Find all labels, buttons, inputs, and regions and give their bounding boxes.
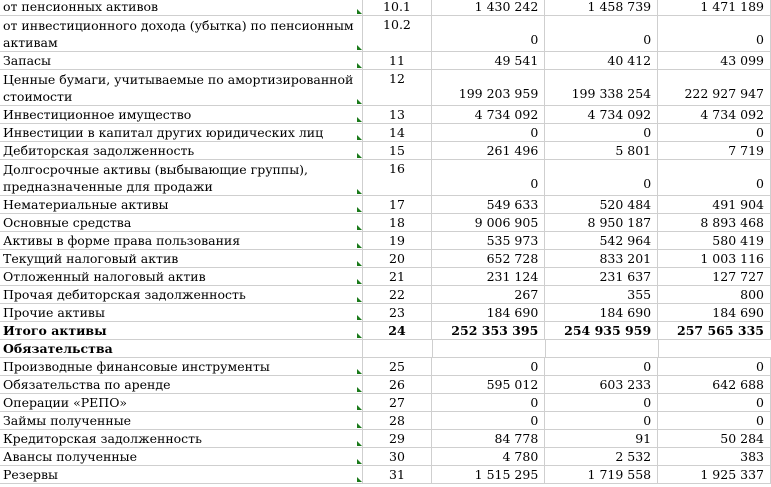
value-cell-3[interactable]: 257 565 335 [658, 322, 771, 339]
row-label-cell[interactable]: Авансы полученные [0, 448, 363, 465]
row-label-cell[interactable]: от инвестиционного дохода (убытка) по пенсионным активам [0, 16, 363, 51]
table-row [0, 304, 771, 322]
table-row [0, 70, 771, 106]
table-row [0, 394, 771, 412]
value-cell-1[interactable]: 0 [432, 358, 545, 375]
table-row [0, 412, 771, 430]
value-cell-2[interactable]: 0 [545, 124, 658, 141]
value-cell-3[interactable]: 8 893 468 [658, 214, 771, 231]
row-label-cell[interactable]: Нематериальные активы [0, 196, 363, 213]
value-cell-2[interactable]: 4 734 092 [545, 106, 658, 123]
table-row [0, 0, 771, 16]
value-cell-2[interactable]: 2 532 [545, 448, 658, 465]
row-label-cell[interactable]: Займы полученные [0, 412, 363, 429]
value-cell-3[interactable]: 1 471 189 [658, 0, 771, 15]
error-indicator-icon [357, 189, 362, 194]
table-row [0, 52, 771, 70]
value-cell-1[interactable]: 49 541 [432, 52, 545, 69]
table-row [0, 376, 771, 394]
value-cell-1[interactable]: 0 [432, 16, 545, 51]
row-label-cell[interactable]: Отложенный налоговый актив [0, 268, 363, 285]
row-label-cell[interactable]: Обязательства по аренде [0, 376, 363, 393]
value-cell-2[interactable]: 542 964 [545, 232, 658, 249]
row-code-cell[interactable]: 16 [363, 160, 433, 195]
table-row [0, 286, 771, 304]
row-code-cell[interactable]: 13 [363, 106, 433, 123]
error-indicator-icon [357, 207, 362, 212]
row-code-cell[interactable]: 29 [363, 430, 433, 447]
value-cell-2[interactable]: 0 [545, 160, 658, 195]
row-label-cell[interactable]: Операции «РЕПО» [0, 394, 363, 411]
value-cell-1[interactable]: 0 [432, 160, 545, 195]
row-label-cell[interactable]: Основные средства [0, 214, 363, 231]
value-cell-3[interactable]: 642 688 [658, 376, 771, 393]
row-label-cell[interactable]: Текущий налоговый актив [0, 250, 363, 267]
value-cell-2[interactable]: 355 [545, 286, 658, 303]
value-cell-1[interactable]: 184 690 [432, 304, 545, 321]
row-label-cell[interactable]: Прочие активы [0, 304, 363, 321]
error-indicator-icon [357, 45, 362, 50]
row-code-cell[interactable]: 11 [363, 52, 433, 69]
row-code-cell[interactable]: 15 [363, 142, 433, 159]
value-cell-1[interactable]: 595 012 [432, 376, 545, 393]
error-indicator-icon [357, 315, 362, 320]
row-code-cell[interactable]: 17 [363, 196, 433, 213]
value-cell-1[interactable]: 549 633 [432, 196, 545, 213]
table-row [0, 16, 771, 52]
value-cell-3[interactable]: 491 904 [658, 196, 771, 213]
row-code-cell[interactable]: 18 [363, 214, 433, 231]
error-indicator-icon [357, 63, 362, 68]
value-cell-3[interactable]: 0 [658, 412, 771, 429]
value-cell-1[interactable]: 1 430 242 [432, 0, 545, 15]
row-label-cell[interactable]: от пенсионных активов [0, 0, 363, 15]
value-cell-1[interactable]: 231 124 [432, 268, 545, 285]
row-code-cell[interactable]: 31 [363, 466, 433, 483]
value-cell-3[interactable]: 0 [658, 124, 771, 141]
value-cell-2[interactable]: 1 719 558 [545, 466, 658, 483]
row-label-cell[interactable]: Прочая дебиторская задолженность [0, 286, 363, 303]
value-cell-3[interactable]: 50 284 [658, 430, 771, 447]
table-row [0, 268, 771, 286]
table-row [0, 250, 771, 268]
table-row [0, 322, 771, 340]
value-cell-1[interactable] [433, 340, 546, 357]
row-code-cell[interactable]: 21 [363, 268, 433, 285]
table-row [0, 232, 771, 250]
error-indicator-icon [357, 117, 362, 122]
value-cell-2[interactable]: 231 637 [545, 268, 658, 285]
value-cell-2[interactable]: 91 [545, 430, 658, 447]
value-cell-1[interactable]: 652 728 [432, 250, 545, 267]
row-label-cell[interactable]: Запасы [0, 52, 363, 69]
row-label-cell[interactable]: Обязательства [0, 340, 363, 357]
error-indicator-icon [357, 423, 362, 428]
value-cell-3[interactable]: 184 690 [658, 304, 771, 321]
error-indicator-icon [357, 387, 362, 392]
error-indicator-icon [357, 405, 362, 410]
value-cell-2[interactable]: 1 458 739 [545, 0, 658, 15]
error-indicator-icon [357, 297, 362, 302]
row-code-cell[interactable]: 30 [363, 448, 433, 465]
row-code-cell[interactable]: 25 [363, 358, 433, 375]
value-cell-2[interactable]: 0 [545, 16, 658, 51]
value-cell-1[interactable]: 0 [432, 412, 545, 429]
value-cell-2[interactable]: 603 233 [545, 376, 658, 393]
table-row [0, 448, 771, 466]
row-code-cell[interactable]: 14 [363, 124, 433, 141]
value-cell-1[interactable]: 4 734 092 [432, 106, 545, 123]
table-row [0, 466, 771, 484]
error-indicator-icon [357, 279, 362, 284]
table-row [0, 340, 771, 358]
error-indicator-icon [357, 459, 362, 464]
error-indicator-icon [357, 153, 362, 158]
error-indicator-icon [357, 243, 362, 248]
row-label-cell[interactable]: Производные финансовые инструменты [0, 358, 363, 375]
value-cell-2[interactable]: 254 935 959 [545, 322, 658, 339]
row-code-cell[interactable]: 22 [363, 286, 433, 303]
value-cell-3[interactable]: 800 [658, 286, 771, 303]
value-cell-1[interactable]: 0 [432, 394, 545, 411]
table-row [0, 430, 771, 448]
value-cell-3[interactable]: 0 [658, 358, 771, 375]
row-code-cell[interactable]: 10.1 [363, 0, 433, 15]
value-cell-1[interactable]: 261 496 [432, 142, 545, 159]
row-code-cell[interactable]: 24 [363, 322, 433, 339]
error-indicator-icon [357, 369, 362, 374]
value-cell-3[interactable]: 7 719 [658, 142, 771, 159]
value-cell-3[interactable]: 0 [658, 394, 771, 411]
row-code-cell[interactable]: 23 [363, 304, 433, 321]
value-cell-3[interactable] [659, 340, 771, 357]
error-indicator-icon [357, 477, 362, 482]
error-indicator-icon [357, 225, 362, 230]
value-cell-3[interactable]: 0 [658, 16, 771, 51]
value-cell-2[interactable]: 0 [545, 412, 658, 429]
table-row [0, 358, 771, 376]
table-row [0, 124, 771, 142]
value-cell-3[interactable]: 1 925 337 [658, 466, 771, 483]
value-cell-1[interactable]: 1 515 295 [432, 466, 545, 483]
value-cell-3[interactable]: 383 [658, 448, 771, 465]
value-cell-3[interactable]: 43 099 [658, 52, 771, 69]
row-code-cell[interactable]: 12 [363, 70, 433, 105]
value-cell-2[interactable]: 833 201 [545, 250, 658, 267]
error-indicator-icon [357, 135, 362, 140]
value-cell-1[interactable]: 199 203 959 [432, 70, 545, 105]
row-code-cell[interactable]: 19 [363, 232, 433, 249]
value-cell-3[interactable]: 127 727 [658, 268, 771, 285]
table-row [0, 142, 771, 160]
row-label-cell[interactable]: Дебиторская задолженность [0, 142, 363, 159]
value-cell-2[interactable]: 5 801 [545, 142, 658, 159]
row-label-cell[interactable]: Кредиторская задолженность [0, 430, 363, 447]
value-cell-1[interactable]: 9 006 905 [432, 214, 545, 231]
value-cell-3[interactable]: 580 419 [658, 232, 771, 249]
table-row [0, 196, 771, 214]
row-code-cell[interactable]: 20 [363, 250, 433, 267]
value-cell-2[interactable] [546, 340, 659, 357]
value-cell-2[interactable]: 184 690 [545, 304, 658, 321]
table-row [0, 106, 771, 124]
row-label-cell[interactable]: Инвестиции в капитал других юридических лиц [0, 124, 363, 141]
row-label-cell[interactable]: Инвестиционное имущество [0, 106, 363, 123]
table-row [0, 214, 771, 232]
row-label-cell[interactable]: Активы в форме права пользования [0, 232, 363, 249]
value-cell-1[interactable]: 267 [432, 286, 545, 303]
row-label-cell[interactable]: Долгосрочные активы (выбывающие группы), предназначенные для продажи [0, 160, 363, 195]
value-cell-2[interactable]: 8 950 187 [545, 214, 658, 231]
row-code-cell[interactable]: 10.2 [363, 16, 433, 51]
row-label-cell[interactable]: Резервы [0, 466, 363, 483]
error-indicator-icon [357, 441, 362, 446]
value-cell-2[interactable]: 40 412 [545, 52, 658, 69]
table-row [0, 160, 771, 196]
value-cell-3[interactable]: 0 [658, 160, 771, 195]
value-cell-1[interactable]: 4 780 [432, 448, 545, 465]
value-cell-2[interactable]: 0 [545, 358, 658, 375]
row-code-cell[interactable]: 26 [363, 376, 433, 393]
value-cell-2[interactable]: 520 484 [545, 196, 658, 213]
row-code-cell[interactable]: 28 [363, 412, 433, 429]
value-cell-3[interactable]: 1 003 116 [658, 250, 771, 267]
value-cell-2[interactable]: 199 338 254 [545, 70, 658, 105]
row-label-cell[interactable]: Ценные бумаги, учитываемые по амортизированной стоимости [0, 70, 363, 105]
error-indicator-icon [357, 99, 362, 104]
value-cell-3[interactable]: 4 734 092 [658, 106, 771, 123]
value-cell-3[interactable]: 222 927 947 [658, 70, 771, 105]
error-indicator-icon [357, 9, 362, 14]
row-label-cell[interactable]: Итого активы [0, 322, 363, 339]
value-cell-1[interactable]: 84 778 [432, 430, 545, 447]
error-indicator-icon [357, 333, 362, 338]
row-code-cell[interactable]: 27 [363, 394, 433, 411]
value-cell-1[interactable]: 535 973 [432, 232, 545, 249]
value-cell-2[interactable]: 0 [545, 394, 658, 411]
row-code-cell[interactable] [363, 340, 433, 357]
value-cell-1[interactable]: 252 353 395 [432, 322, 545, 339]
value-cell-1[interactable]: 0 [432, 124, 545, 141]
error-indicator-icon [357, 261, 362, 266]
